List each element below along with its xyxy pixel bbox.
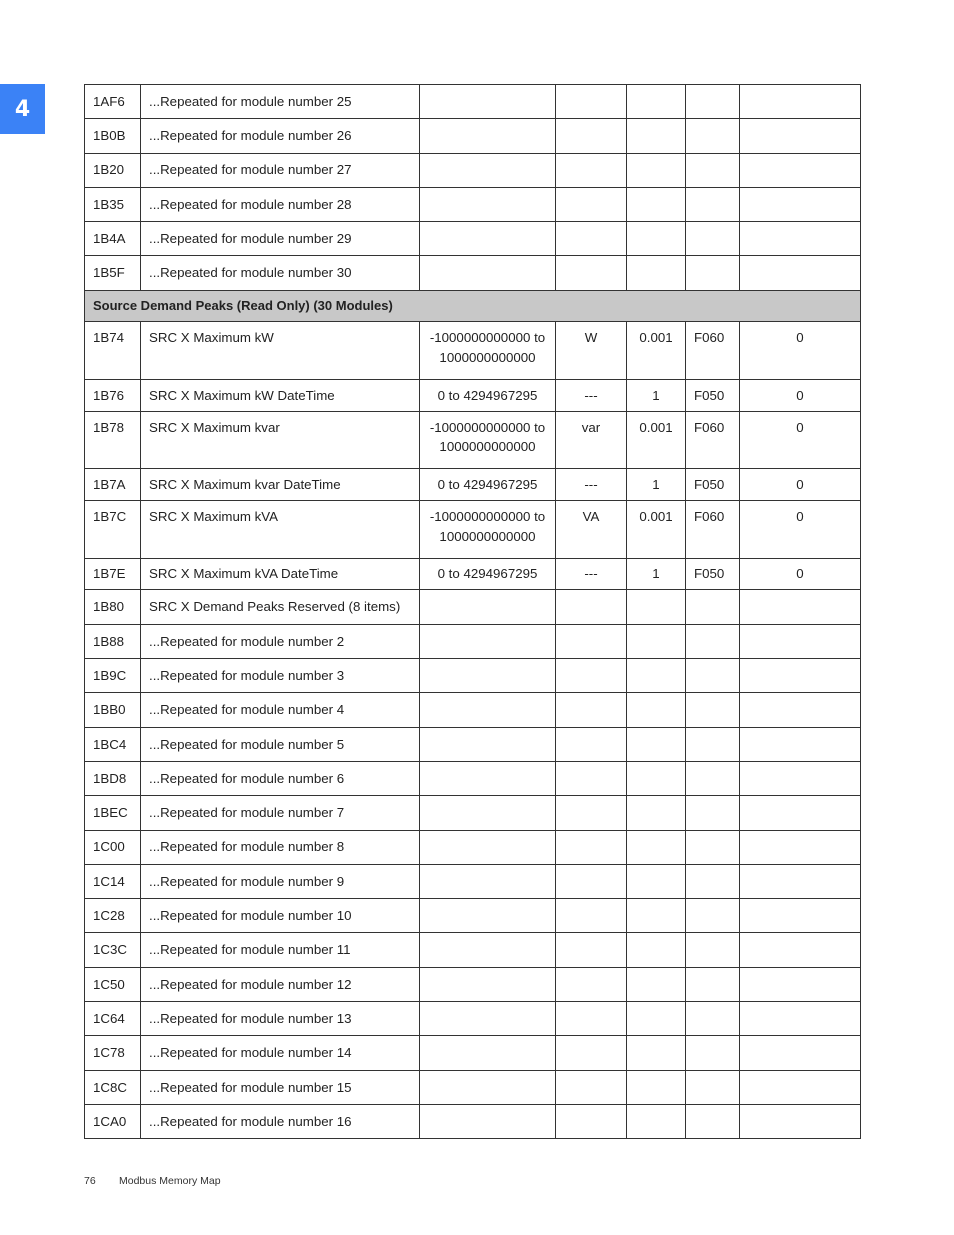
range-cell (420, 967, 556, 1001)
step-cell (627, 899, 686, 933)
address-cell: 1B9C (85, 659, 141, 693)
units-cell (556, 624, 627, 658)
description-cell: ...Repeated for module number 9 (141, 864, 420, 898)
units-cell (556, 187, 627, 221)
default-cell (740, 1104, 861, 1138)
address-cell: 1BD8 (85, 761, 141, 795)
range-cell: 0 to 4294967295 (420, 379, 556, 411)
description-cell: ...Repeated for module number 30 (141, 256, 420, 290)
format-cell (686, 727, 740, 761)
units-cell (556, 659, 627, 693)
range-cell (420, 899, 556, 933)
address-cell: 1AF6 (85, 85, 141, 119)
units-cell (556, 1002, 627, 1036)
default-cell (740, 1002, 861, 1036)
range-cell (420, 624, 556, 658)
description-cell: SRC X Maximum kvar (141, 411, 420, 469)
range-cell (420, 256, 556, 290)
units-cell (556, 153, 627, 187)
format-cell (686, 933, 740, 967)
default-cell (740, 693, 861, 727)
units-cell: VA (556, 501, 627, 559)
format-cell (686, 1070, 740, 1104)
description-cell: ...Repeated for module number 4 (141, 693, 420, 727)
table-row (85, 899, 861, 933)
description-cell: SRC X Maximum kVA DateTime (141, 558, 420, 590)
step-cell (627, 1002, 686, 1036)
step-cell: 1 (627, 379, 686, 411)
format-cell (686, 1036, 740, 1070)
table-row (85, 379, 861, 411)
address-cell: 1C78 (85, 1036, 141, 1070)
section-header-row (85, 290, 861, 322)
address-cell: 1C50 (85, 967, 141, 1001)
step-cell (627, 864, 686, 898)
format-cell (686, 119, 740, 153)
range-cell (420, 830, 556, 864)
table-row (85, 469, 861, 501)
step-cell (627, 693, 686, 727)
step-cell (627, 624, 686, 658)
format-cell (686, 693, 740, 727)
units-cell (556, 796, 627, 830)
address-cell: 1B76 (85, 379, 141, 411)
page-number: 76 (84, 1175, 96, 1187)
address-cell: 1B4A (85, 222, 141, 256)
default-cell (740, 222, 861, 256)
description-cell: ...Repeated for module number 3 (141, 659, 420, 693)
description-cell: ...Repeated for module number 11 (141, 933, 420, 967)
address-cell: 1B74 (85, 322, 141, 380)
table-row (85, 590, 861, 624)
description-cell: SRC X Maximum kW (141, 322, 420, 380)
format-cell: F050 (686, 379, 740, 411)
address-cell: 1B78 (85, 411, 141, 469)
range-cell: -1000000000000 to 1000000000000 (420, 501, 556, 559)
range-cell: -1000000000000 to 1000000000000 (420, 322, 556, 380)
default-cell (740, 830, 861, 864)
format-cell (686, 222, 740, 256)
step-cell (627, 659, 686, 693)
description-cell: ...Repeated for module number 10 (141, 899, 420, 933)
table-row (85, 624, 861, 658)
range-cell (420, 1070, 556, 1104)
table-row (85, 1104, 861, 1138)
step-cell (627, 1104, 686, 1138)
range-cell (420, 864, 556, 898)
address-cell: 1B88 (85, 624, 141, 658)
table-row (85, 727, 861, 761)
step-cell (627, 590, 686, 624)
table-row (85, 864, 861, 898)
default-cell (740, 1036, 861, 1070)
step-cell (627, 119, 686, 153)
description-cell: ...Repeated for module number 13 (141, 1002, 420, 1036)
units-cell: --- (556, 379, 627, 411)
units-cell: --- (556, 558, 627, 590)
table-row (85, 322, 861, 380)
range-cell (420, 187, 556, 221)
description-cell: ...Repeated for module number 5 (141, 727, 420, 761)
step-cell: 0.001 (627, 411, 686, 469)
format-cell (686, 1002, 740, 1036)
step-cell (627, 830, 686, 864)
default-cell (740, 153, 861, 187)
address-cell: 1B7C (85, 501, 141, 559)
units-cell (556, 693, 627, 727)
description-cell: ...Repeated for module number 26 (141, 119, 420, 153)
format-cell (686, 830, 740, 864)
step-cell (627, 256, 686, 290)
default-cell (740, 1070, 861, 1104)
description-cell: ...Repeated for module number 12 (141, 967, 420, 1001)
address-cell: 1C14 (85, 864, 141, 898)
format-cell: F050 (686, 469, 740, 501)
step-cell (627, 153, 686, 187)
table-row (85, 933, 861, 967)
description-cell: SRC X Demand Peaks Reserved (8 items) (141, 590, 420, 624)
range-cell (420, 796, 556, 830)
table-row (85, 256, 861, 290)
description-cell: ...Repeated for module number 14 (141, 1036, 420, 1070)
default-cell (740, 659, 861, 693)
units-cell (556, 119, 627, 153)
step-cell (627, 761, 686, 795)
table-row (85, 153, 861, 187)
table-row (85, 187, 861, 221)
format-cell (686, 624, 740, 658)
address-cell: 1B80 (85, 590, 141, 624)
range-cell: -1000000000000 to 1000000000000 (420, 411, 556, 469)
default-cell (740, 85, 861, 119)
range-cell (420, 1036, 556, 1070)
step-cell: 0.001 (627, 322, 686, 380)
range-cell (420, 1002, 556, 1036)
format-cell (686, 85, 740, 119)
format-cell (686, 153, 740, 187)
section-header: Source Demand Peaks (Read Only) (30 Modules) (85, 290, 861, 322)
description-cell: ...Repeated for module number 28 (141, 187, 420, 221)
range-cell (420, 727, 556, 761)
default-cell: 0 (740, 411, 861, 469)
range-cell: 0 to 4294967295 (420, 558, 556, 590)
address-cell: 1B7A (85, 469, 141, 501)
description-cell: ...Repeated for module number 16 (141, 1104, 420, 1138)
range-cell (420, 590, 556, 624)
footer-section-title: Modbus Memory Map (119, 1175, 221, 1187)
address-cell: 1C64 (85, 1002, 141, 1036)
units-cell (556, 590, 627, 624)
description-cell: ...Repeated for module number 25 (141, 85, 420, 119)
units-cell (556, 967, 627, 1001)
range-cell (420, 659, 556, 693)
default-cell (740, 967, 861, 1001)
range-cell (420, 85, 556, 119)
description-cell: ...Repeated for module number 27 (141, 153, 420, 187)
default-cell (740, 899, 861, 933)
address-cell: 1C3C (85, 933, 141, 967)
address-cell: 1B5F (85, 256, 141, 290)
format-cell (686, 659, 740, 693)
address-cell: 1BC4 (85, 727, 141, 761)
format-cell: F060 (686, 411, 740, 469)
format-cell (686, 761, 740, 795)
range-cell (420, 761, 556, 795)
format-cell (686, 187, 740, 221)
default-cell: 0 (740, 379, 861, 411)
default-cell (740, 590, 861, 624)
units-cell (556, 222, 627, 256)
table-row (85, 693, 861, 727)
address-cell: 1B7E (85, 558, 141, 590)
units-cell (556, 1104, 627, 1138)
step-cell (627, 187, 686, 221)
address-cell: 1BB0 (85, 693, 141, 727)
table-row (85, 830, 861, 864)
step-cell (627, 1070, 686, 1104)
units-cell (556, 899, 627, 933)
units-cell (556, 727, 627, 761)
address-cell: 1C28 (85, 899, 141, 933)
step-cell: 1 (627, 469, 686, 501)
table-row (85, 501, 861, 559)
format-cell: F060 (686, 501, 740, 559)
range-cell (420, 222, 556, 256)
format-cell (686, 590, 740, 624)
description-cell: SRC X Maximum kvar DateTime (141, 469, 420, 501)
address-cell: 1CA0 (85, 1104, 141, 1138)
step-cell (627, 85, 686, 119)
table-row (85, 119, 861, 153)
address-cell: 1B0B (85, 119, 141, 153)
range-cell (420, 119, 556, 153)
default-cell: 0 (740, 558, 861, 590)
range-cell (420, 153, 556, 187)
default-cell (740, 796, 861, 830)
units-cell (556, 1036, 627, 1070)
range-cell (420, 933, 556, 967)
units-cell (556, 1070, 627, 1104)
step-cell (627, 967, 686, 1001)
table-row (85, 1070, 861, 1104)
default-cell: 0 (740, 469, 861, 501)
description-cell: ...Repeated for module number 2 (141, 624, 420, 658)
default-cell (740, 119, 861, 153)
step-cell: 1 (627, 558, 686, 590)
step-cell (627, 727, 686, 761)
table-row (85, 1036, 861, 1070)
table-row (85, 659, 861, 693)
address-cell: 1BEC (85, 796, 141, 830)
units-cell (556, 85, 627, 119)
table-row (85, 85, 861, 119)
address-cell: 1C00 (85, 830, 141, 864)
default-cell (740, 256, 861, 290)
units-cell (556, 830, 627, 864)
range-cell (420, 693, 556, 727)
default-cell (740, 187, 861, 221)
table-row (85, 558, 861, 590)
format-cell (686, 796, 740, 830)
units-cell (556, 256, 627, 290)
description-cell: ...Repeated for module number 6 (141, 761, 420, 795)
default-cell (740, 864, 861, 898)
step-cell (627, 933, 686, 967)
format-cell (686, 967, 740, 1001)
default-cell: 0 (740, 322, 861, 380)
units-cell: var (556, 411, 627, 469)
address-cell: 1C8C (85, 1070, 141, 1104)
description-cell: ...Repeated for module number 8 (141, 830, 420, 864)
description-cell: SRC X Maximum kW DateTime (141, 379, 420, 411)
format-cell (686, 1104, 740, 1138)
default-cell (740, 727, 861, 761)
table-row (85, 761, 861, 795)
default-cell (740, 933, 861, 967)
step-cell (627, 222, 686, 256)
default-cell (740, 624, 861, 658)
description-cell: SRC X Maximum kVA (141, 501, 420, 559)
description-cell: ...Repeated for module number 7 (141, 796, 420, 830)
address-cell: 1B20 (85, 153, 141, 187)
table-row (85, 222, 861, 256)
step-cell: 0.001 (627, 501, 686, 559)
units-cell: --- (556, 469, 627, 501)
units-cell: W (556, 322, 627, 380)
memory-map-table (84, 84, 861, 1139)
chapter-tab: 4 (0, 84, 45, 134)
table-row (85, 411, 861, 469)
table-row (85, 967, 861, 1001)
range-cell: 0 to 4294967295 (420, 469, 556, 501)
units-cell (556, 864, 627, 898)
table-row (85, 1002, 861, 1036)
units-cell (556, 933, 627, 967)
step-cell (627, 796, 686, 830)
table-row (85, 796, 861, 830)
format-cell (686, 256, 740, 290)
format-cell (686, 899, 740, 933)
default-cell (740, 761, 861, 795)
units-cell (556, 761, 627, 795)
address-cell: 1B35 (85, 187, 141, 221)
description-cell: ...Repeated for module number 15 (141, 1070, 420, 1104)
default-cell: 0 (740, 501, 861, 559)
format-cell: F060 (686, 322, 740, 380)
range-cell (420, 1104, 556, 1138)
step-cell (627, 1036, 686, 1070)
description-cell: ...Repeated for module number 29 (141, 222, 420, 256)
format-cell (686, 864, 740, 898)
format-cell: F050 (686, 558, 740, 590)
